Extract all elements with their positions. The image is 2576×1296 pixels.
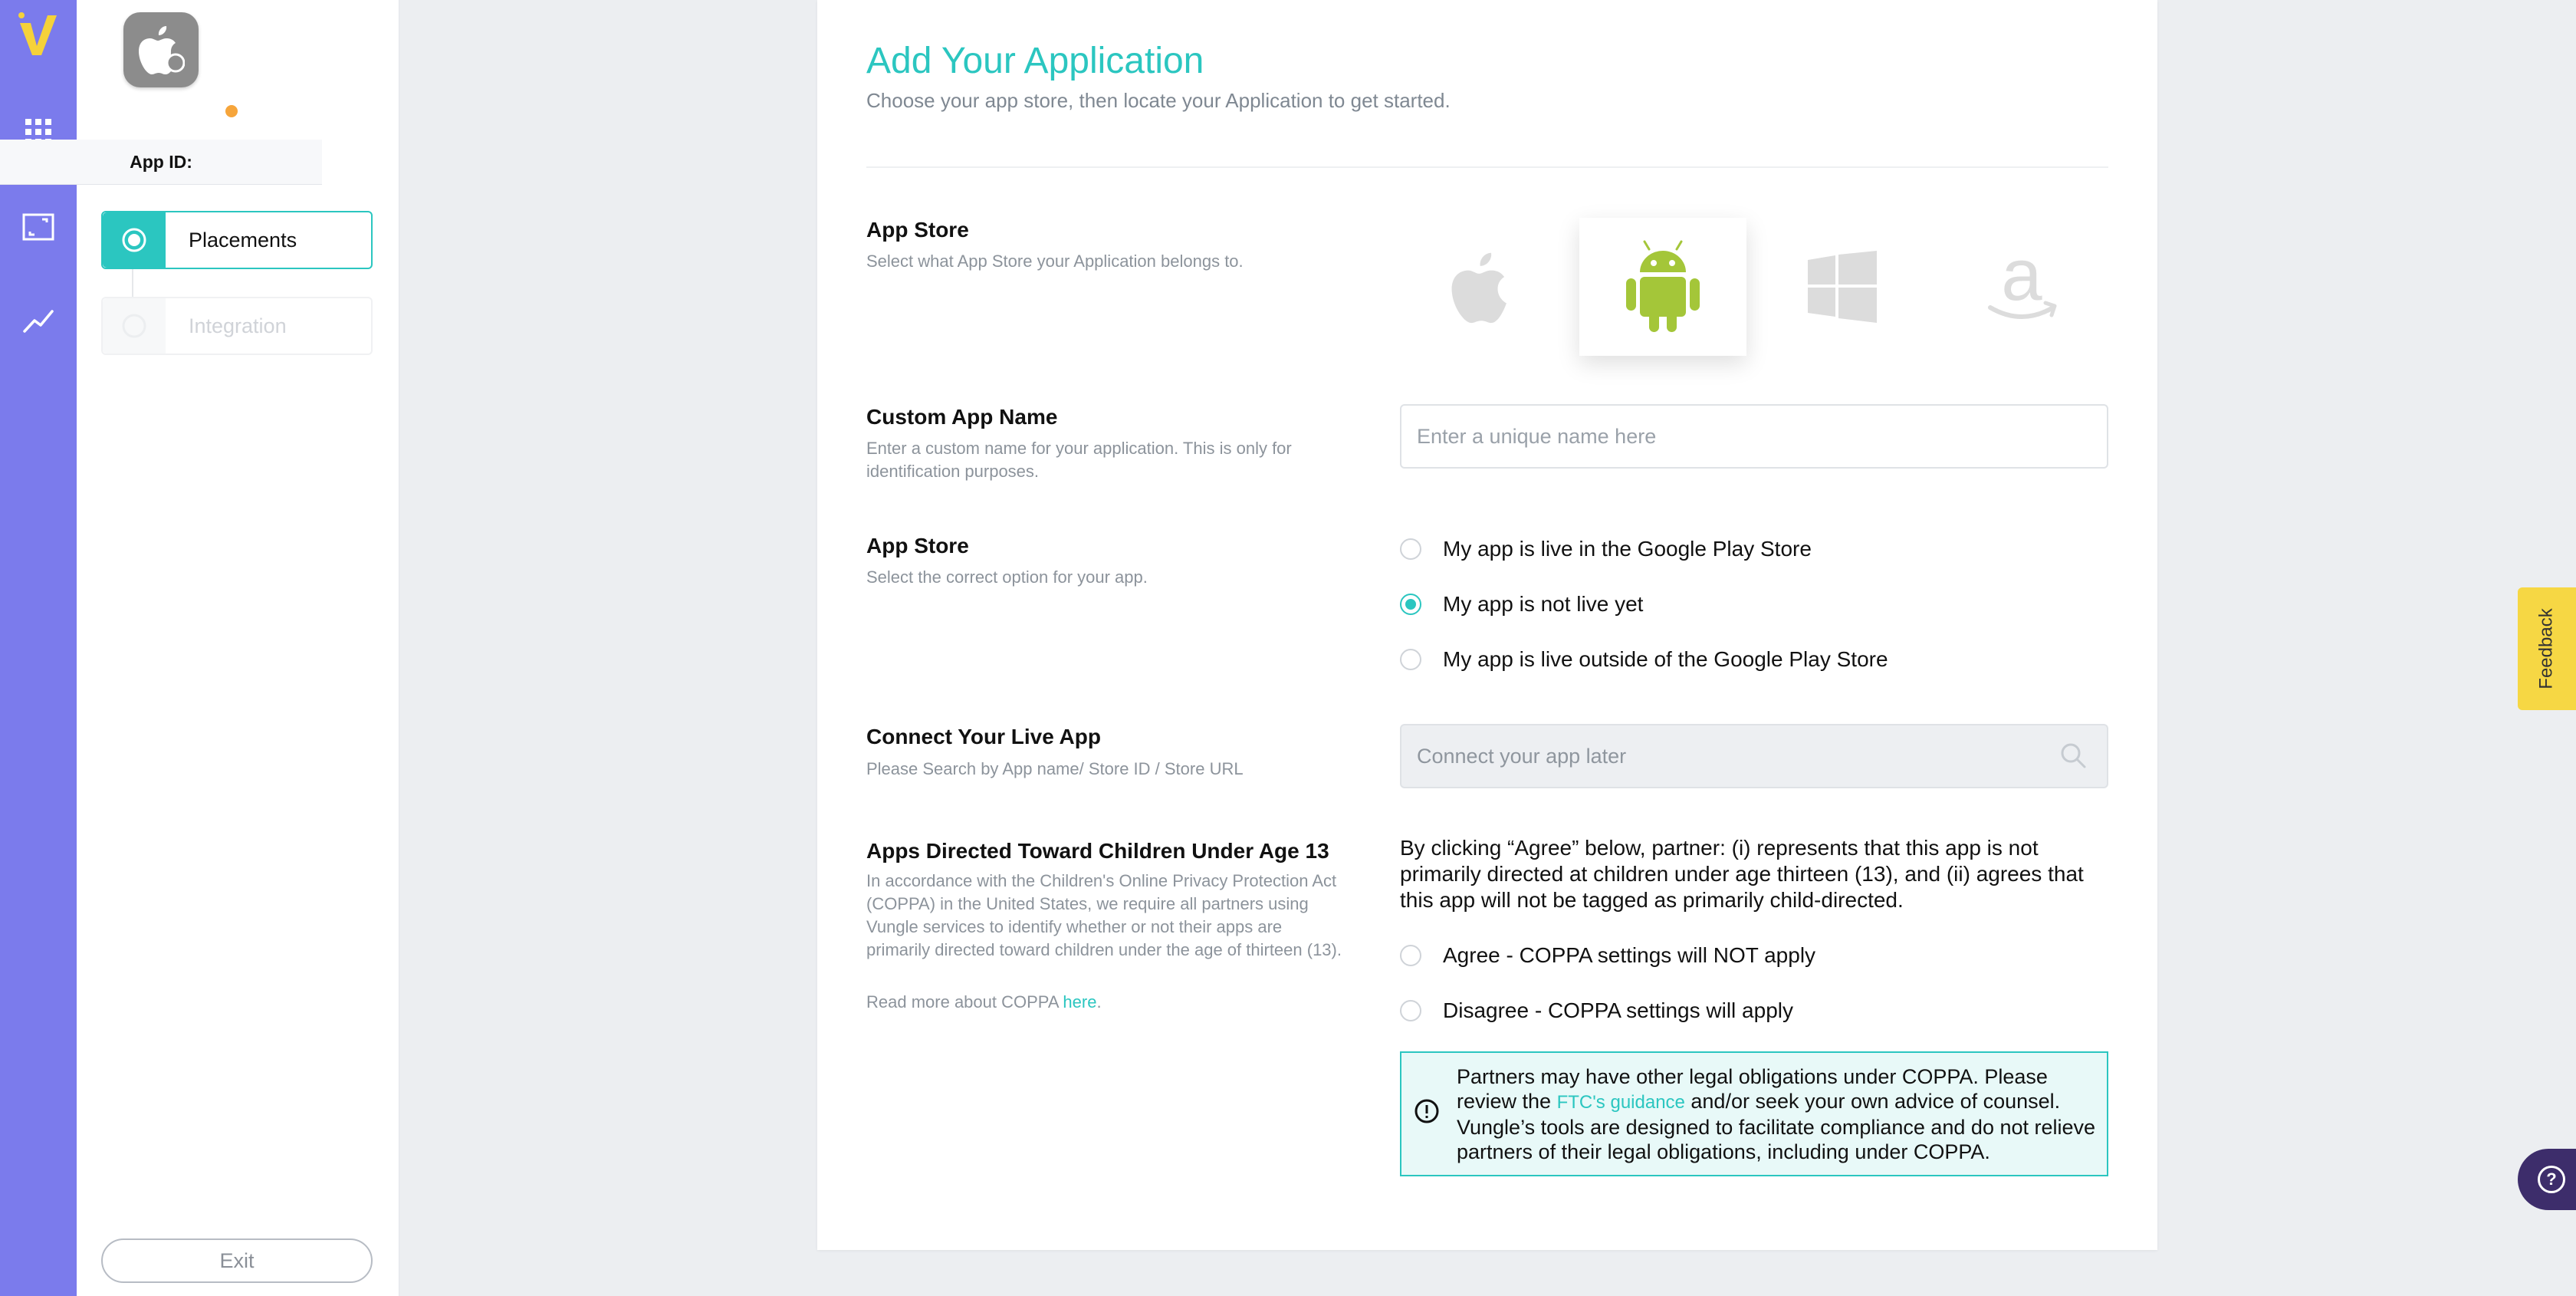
connect-description: Please Search by App name/ Store ID / Store URL — [866, 759, 1244, 778]
status-dot — [225, 105, 238, 117]
amazon-icon — [1980, 245, 2064, 329]
connect-app-input[interactable] — [1400, 724, 2108, 788]
exit-button[interactable]: Exit — [101, 1238, 373, 1283]
coppa-option-label: Disagree - COPPA settings will apply — [1443, 998, 1793, 1022]
read-more-suffix: . — [1096, 992, 1102, 1011]
creative-icon[interactable] — [20, 209, 57, 245]
vungle-logo[interactable] — [17, 12, 60, 58]
notice-text-before: Partners may have other legal obligations under COPPA. Please review the — [1457, 1065, 2048, 1113]
store-status-description: Select the correct option for your app. — [866, 567, 1148, 587]
radio-button[interactable] — [1400, 649, 1421, 670]
android-icon — [1622, 238, 1704, 335]
coppa-notice — [1400, 1051, 2108, 1176]
coppa-read-more-link[interactable]: here — [1063, 992, 1097, 1011]
app-store-title: App Store — [866, 218, 969, 242]
store-status-option-label: My app is not live yet — [1443, 592, 1644, 616]
step-integration-marker — [103, 298, 166, 354]
radio-button[interactable] — [1400, 1000, 1421, 1021]
store-status-option-label: My app is live outside of the Google Play Store — [1443, 647, 1888, 671]
connect-title: Connect Your Live App — [866, 725, 1101, 748]
page-subtitle: Choose your app store, then locate your Application to get started. — [866, 89, 1451, 112]
store-option-android[interactable] — [1579, 218, 1746, 356]
step-placements-label: Placements — [189, 228, 297, 252]
store-status-option-label: My app is live in the Google Play Store — [1443, 537, 1812, 561]
coppa-statement: By clicking “Agree” below, partner: (i) represents that this app is not primarily directed at children under age thirteen (13), and (ii) agrees that this app will not be tagged as primarily child-directed. — [1400, 836, 2084, 912]
radio-button[interactable] — [1400, 538, 1421, 560]
notice-text-after: and/or seek your own advice of counsel. Vungle’s tools are designed to facilitate compliance and do not relieve partners of their legal obligations, including under COPPA. — [1457, 1090, 2096, 1163]
ftc-guidance-link[interactable]: FTC's guidance — [1556, 1092, 1685, 1113]
help-icon: ? — [2538, 1166, 2565, 1193]
svg-text:a: a — [2001, 245, 2042, 316]
custom-name-input[interactable] — [1400, 404, 2108, 469]
coppa-notice-text — [1457, 1064, 2101, 1164]
page-title: Add Your Application — [866, 41, 1204, 81]
help-button[interactable] — [2518, 1149, 2576, 1210]
feedback-label: Feedback — [2536, 608, 2557, 689]
info-icon — [1414, 1098, 1440, 1128]
header-divider — [866, 166, 2108, 168]
step-integration[interactable] — [101, 297, 373, 355]
store-option-apple[interactable] — [1400, 218, 1567, 356]
coppa-read-more — [866, 991, 1349, 1014]
nav-rail — [0, 0, 77, 1296]
app-sidebar — [77, 0, 399, 1296]
store-status-option-outside[interactable] — [1400, 647, 1888, 672]
step-placements-marker — [103, 212, 166, 268]
store-status-option-not-live[interactable] — [1400, 592, 1643, 617]
app-id-text: App ID: — [130, 151, 192, 172]
step-connector — [132, 269, 133, 297]
apple-icon — [1449, 248, 1518, 325]
app-store-description: Select what App Store your Application belongs to. — [866, 252, 1244, 271]
radio-button[interactable] — [1400, 945, 1421, 966]
custom-name-title: Custom App Name — [866, 405, 1058, 429]
reports-icon[interactable] — [20, 302, 57, 339]
windows-icon — [1808, 251, 1877, 323]
coppa-title: Apps Directed Toward Children Under Age 13 — [866, 839, 1329, 863]
step-placements[interactable] — [101, 211, 373, 269]
store-option-amazon[interactable] — [1938, 218, 2105, 356]
custom-name-description: Enter a custom name for your application. This is only for identification purposes. — [866, 439, 1292, 481]
coppa-option-disagree[interactable] — [1400, 998, 1793, 1023]
store-option-windows[interactable] — [1759, 218, 1926, 356]
feedback-tab[interactable] — [2518, 587, 2576, 710]
search-icon — [2059, 742, 2087, 773]
app-icon — [123, 12, 199, 87]
coppa-option-label: Agree - COPPA settings will NOT apply — [1443, 943, 1816, 967]
radio-button-selected[interactable] — [1400, 594, 1421, 615]
coppa-option-agree[interactable] — [1400, 943, 1815, 968]
app-id-label — [0, 140, 322, 185]
store-status-title: App Store — [866, 534, 969, 558]
step-integration-label: Integration — [189, 314, 287, 337]
read-more-prefix: Read more about COPPA — [866, 992, 1063, 1011]
coppa-description: In accordance with the Children's Online Privacy Protection Act (COPPA) in the United States, we require all partners using Vungle services to identify whether or not their apps are primarily directed toward children under the age of thirteen (13). — [866, 871, 1342, 959]
apple-icon — [137, 23, 185, 77]
store-status-option-live[interactable] — [1400, 537, 1812, 561]
